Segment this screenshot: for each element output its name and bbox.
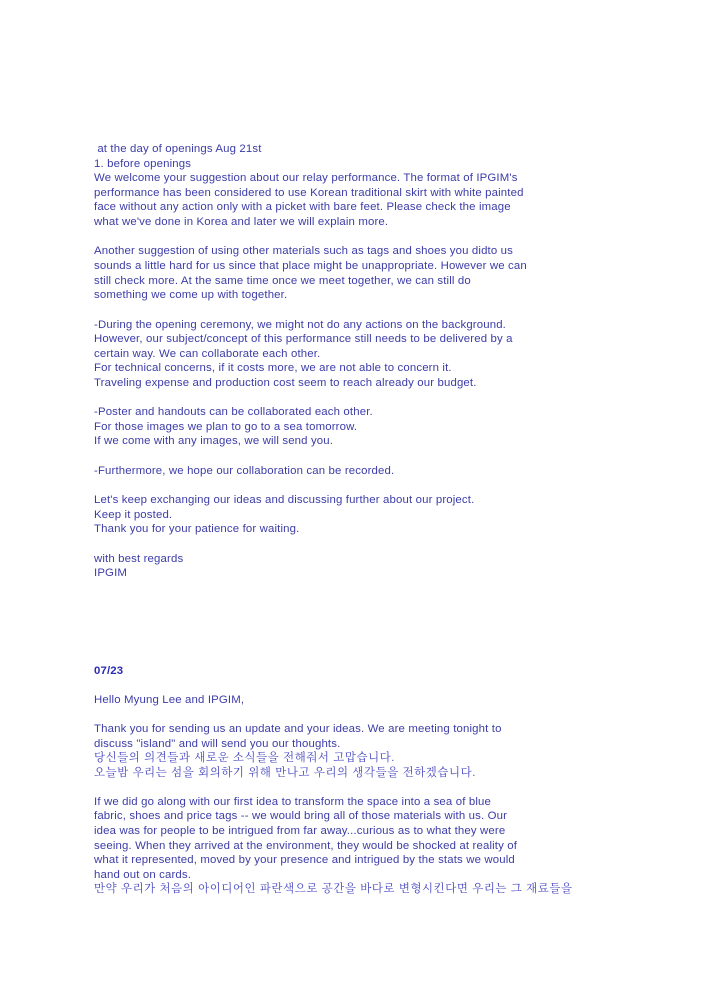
korean-line: 만약 우리가 처음의 아이디어인 파란색으로 공간을 바다로 변형시킨다면 우리는 그 재료들을 [94, 883, 573, 896]
body-line: sounds a little hard for us since that place might be unappropriate. However we can [94, 259, 527, 272]
body-line: If we did go along with our first idea to transform the space into a sea of blue [94, 795, 491, 808]
body-line: If we come with any images, we will send you. [94, 435, 334, 448]
body-line: For technical concerns, if it costs more, we are not able to concern it. [94, 362, 452, 375]
body-line: discuss "island" and will send you our thoughts. [94, 737, 341, 750]
body-line: Thank you for your patience for waiting. [94, 523, 300, 536]
body-line: idea was for people to be intrigued from far away...curious as to what they were [94, 824, 506, 837]
body-line: However, our subject/concept of this performance still needs to be delivered by a [94, 333, 513, 346]
body-line: face without any action only with a picket with bare feet. Please check the image [94, 201, 511, 214]
body-line: Another suggestion of using other materials such as tags and shoes you didto us [94, 245, 513, 258]
body-line: -During the opening ceremony, we might not do any actions on the background. [94, 318, 507, 331]
opening-day-heading: at the day of openings Aug 21st [94, 143, 262, 155]
korean-line: 당신들의 의견들과 새로운 소식들을 전해줘서 고맙습니다. [94, 752, 396, 765]
body-line: Thank you for sending us an update and your ideas. We are meeting tonight to [94, 722, 502, 735]
korean-line: 오늘밤 우리는 섬을 회의하기 위해 만나고 우리의 생각들을 전하겠습니다. [94, 766, 476, 779]
body-line: still check more. At the same time once we meet together, we can still do [94, 274, 471, 287]
body-line: For those images we plan to go to a sea tomorrow. [94, 420, 358, 433]
signature: IPGIM [94, 567, 128, 580]
body-line: Keep it posted. [94, 508, 173, 521]
body-line: We welcome your suggestion about our relay performance. The format of IPGIM's [94, 172, 518, 185]
body-line: something we come up with together. [94, 289, 288, 302]
body-line: Let's keep exchanging our ideas and discussing further about our project. [94, 494, 475, 507]
paragraph-gap [94, 230, 614, 245]
body-line: performance has been considered to use Korean traditional skirt with white painted [94, 186, 524, 199]
paragraph-gap [94, 391, 614, 406]
body-line: Traveling expense and production cost seem to reach already our budget. [94, 376, 477, 389]
body-line: what we've done in Korea and later we will explain more. [94, 215, 389, 228]
body-line: -Furthermore, we hope our collaboration can be recorded. [94, 464, 395, 477]
body-line: seeing. When they arrived at the environment, they would be shocked at reality of [94, 839, 518, 852]
paragraph-gap [94, 679, 614, 693]
paragraph-gap [94, 708, 614, 722]
ipgim-message [94, 142, 614, 581]
greeting: Hello Myung Lee and IPGIM, [94, 693, 245, 706]
paragraph-gap [94, 780, 614, 794]
body-line: what it represented, moved by your presence and intrigued by the stats we would [94, 854, 515, 867]
body-line: certain way. We can collaborate each other. [94, 347, 321, 360]
body-line: -Poster and handouts can be collaborated each other. [94, 406, 373, 419]
paragraph-gap [94, 303, 614, 318]
paragraph-gap [94, 537, 614, 552]
before-openings-heading: 1. before openings [94, 157, 192, 170]
paragraph-gap [94, 478, 614, 493]
reply-date: 07/23 [94, 665, 124, 677]
body-line: fabric, shoes and price tags -- we would bring all of those materials with us. Our [94, 810, 508, 823]
closing-line: with best regards [94, 552, 184, 565]
reply-message [94, 664, 614, 897]
paragraph-gap [94, 449, 614, 464]
body-line: hand out on cards. [94, 868, 192, 881]
